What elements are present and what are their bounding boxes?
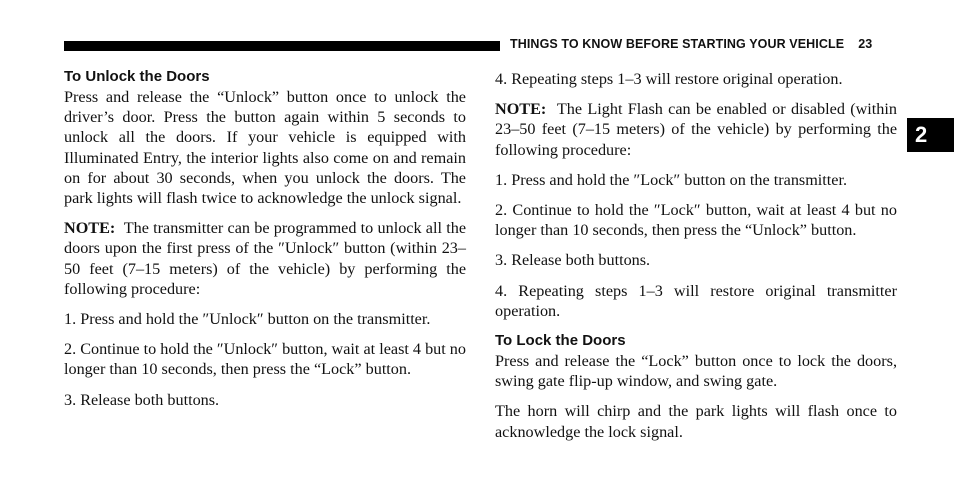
unlock-body: Press and release the “Unlock” button once to unlock the driver’s door. Press the button again within 5 seconds to unlock all the doors. If your vehicle is equipped with Illuminated Entry, the interior lights also come on and remain on for about 30 seconds, when you unlock the doors. The park lights will flash twice to acknowledge the unlock signal.: [64, 88, 466, 208]
chapter-tab: 2: [907, 118, 954, 152]
flash-step-3: 3. Release both buttons.: [495, 251, 651, 270]
flash-step-4: 4. Repeating steps 1–3 will restore original transmitter operation.: [495, 281, 897, 320]
running-header: [510, 37, 872, 51]
flash-step-2: 2. Continue to hold the ″Lock″ button, wait at least 4 but no longer than 10 seconds, then press the “Unlock” button.: [495, 201, 897, 240]
light-flash-note: [495, 99, 897, 160]
page-number: 23: [858, 37, 873, 51]
horn-text: The horn will chirp and the park lights will flash once to acknowledge the lock signal.: [495, 402, 897, 441]
note-label: NOTE:: [64, 219, 116, 238]
unlock-step-2: 2. Continue to hold the ″Unlock″ button, wait at least 4 but no longer than 10 seconds, then press the “Lock” button.: [64, 340, 466, 379]
unlock-step-3: 3. Release both buttons.: [64, 390, 220, 409]
note-text: The Light Flash can be enabled or disabled (within 23–50 feet (7–15 meters) of the vehicle) by performing the following procedure:: [495, 100, 897, 159]
note-text: The transmitter can be programmed to unlock all the doors upon the first press of the ″Unlock″ button (within 23–50 feet (7–15 meters) of the vehicle) by performing the following procedure:: [64, 219, 466, 298]
unlock-step-4: 4. Repeating steps 1–3 will restore original operation.: [495, 70, 843, 88]
left-column: [64, 67, 466, 420]
lock-body: Press and release the “Lock” button once to lock the doors, swing gate flip-up window, and swing gate.: [495, 352, 897, 391]
header-rule: [64, 41, 500, 51]
right-column: [495, 69, 897, 452]
running-title: THINGS TO KNOW BEFORE STARTING YOUR VEHICLE: [510, 37, 845, 51]
flash-step-1: 1. Press and hold the ″Lock″ button on the transmitter.: [495, 170, 848, 189]
unlock-heading: To Unlock the Doors: [64, 68, 210, 85]
note-label: NOTE:: [495, 100, 547, 119]
lock-heading: To Lock the Doors: [495, 332, 626, 350]
unlock-note: [64, 218, 466, 299]
unlock-step-1: 1. Press and hold the ″Unlock″ button on the transmitter.: [64, 310, 431, 329]
